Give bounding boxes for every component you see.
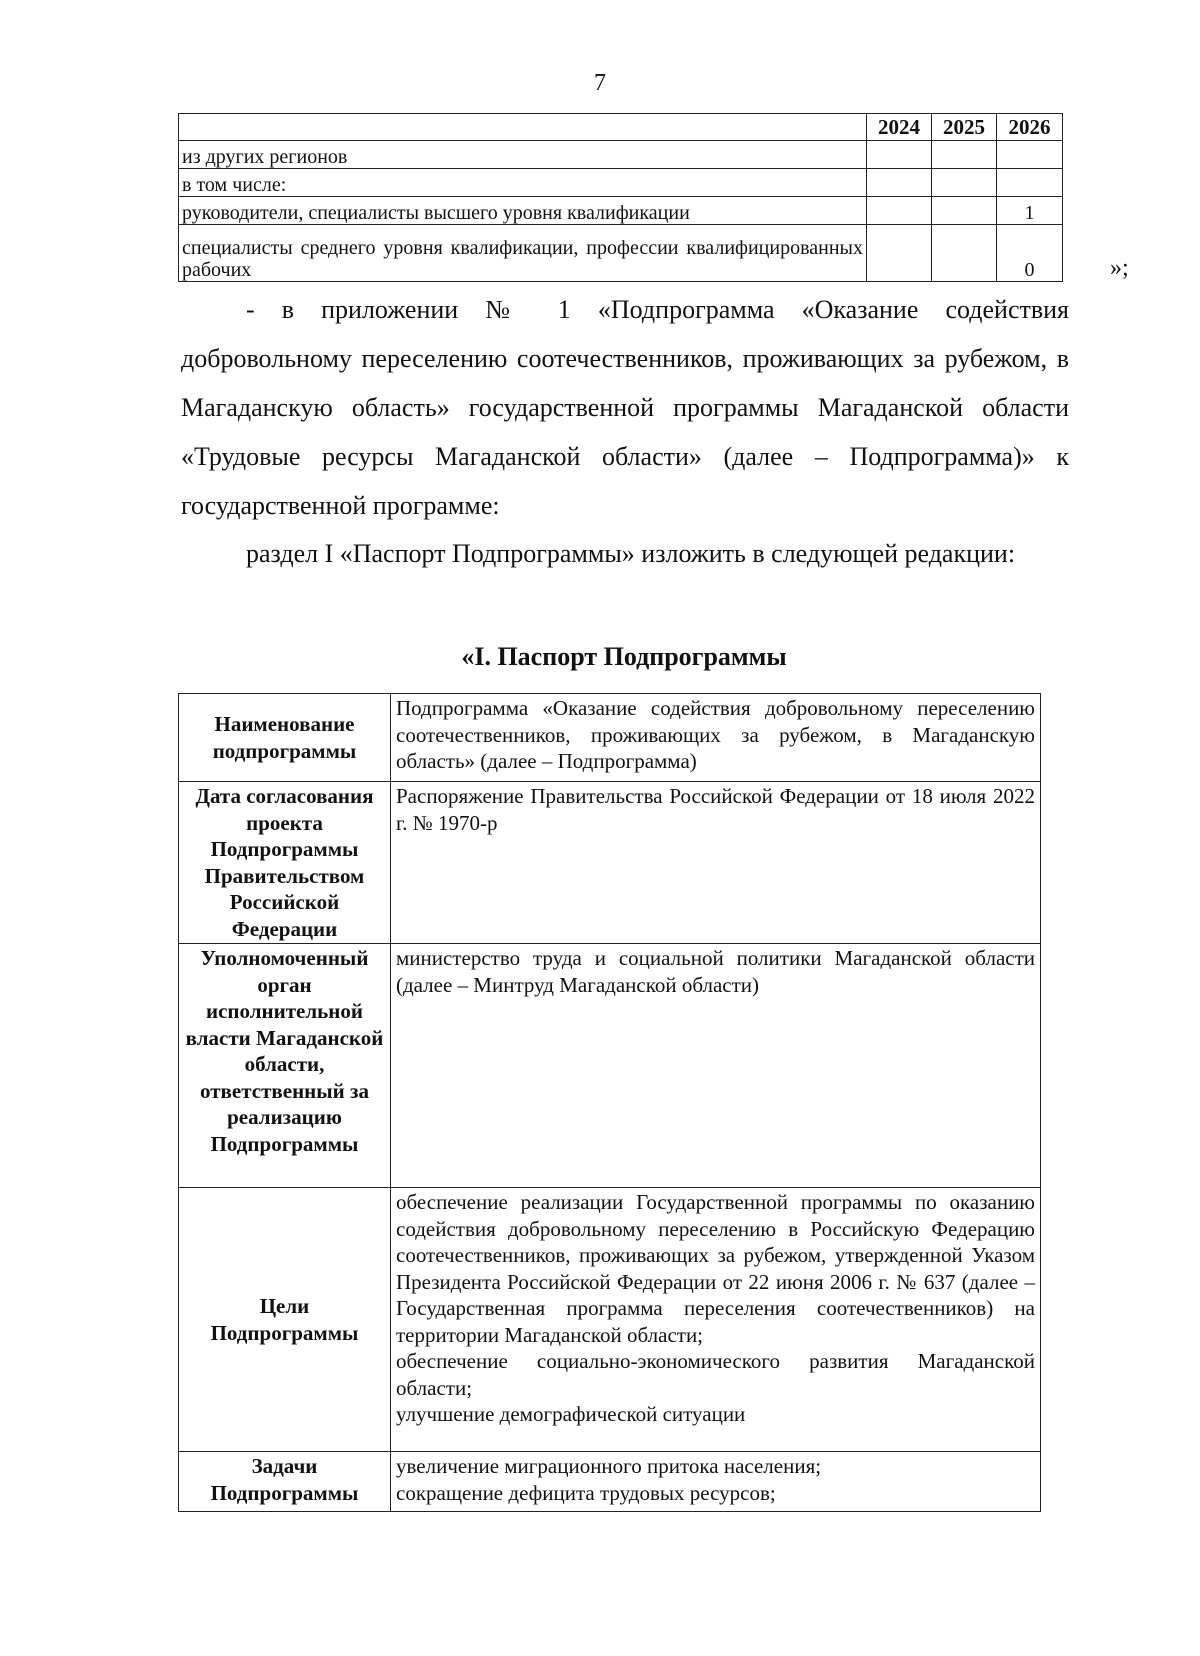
passport-row-goals (179, 1188, 1041, 1452)
row-value (867, 141, 932, 169)
table-row (179, 169, 1063, 197)
passport-label: Задачи Подпрограммы (179, 1452, 391, 1512)
table-row (179, 141, 1063, 169)
amendment-paragraph: - в приложении № 1 «Подпрограмма «Оказание содействия добровольному переселению соотечественников, проживающих за рубежом, в Магаданскую область» государственной программы Магаданской области «Трудовые ресурсы Магаданской области» (далее – Подпрограмма)» к государственной программе: (181, 295, 1069, 520)
year-header-2026: 2026 (997, 114, 1063, 141)
page-number: 7 (594, 70, 606, 96)
passport-value: Распоряжение Правительства Российской Федерации от 18 июля 2022 г. № 1970-р (391, 782, 1041, 944)
section-title: «I. Паспорт Подпрограммы (461, 642, 787, 671)
row-value: 1 (997, 197, 1063, 225)
passport-row-approval-date (179, 782, 1041, 944)
passport-label: Цели Подпрограммы (179, 1188, 391, 1452)
year-header-2025: 2025 (932, 114, 997, 141)
passport-value (391, 1188, 1041, 1452)
task-item: сокращение дефицита трудовых ресурсов; (396, 1480, 776, 1505)
row-label: в том числе: (179, 169, 867, 197)
passport-row-responsible-body (179, 944, 1041, 1188)
statistics-table (178, 113, 1063, 282)
instruction-paragraph: раздел I «Паспорт Подпрограммы» изложить в следующей редакции: (246, 539, 1016, 568)
task-item: увеличение миграционного притока населения; (396, 1454, 822, 1478)
row-value (867, 169, 932, 197)
passport-table (178, 693, 1041, 1512)
passport-label: Наименование подпрограммы (179, 694, 391, 782)
table-row (179, 197, 1063, 225)
row-value (932, 225, 997, 282)
row-value (867, 197, 932, 225)
row-value (997, 169, 1063, 197)
table-row (179, 225, 1063, 282)
header-empty-cell (179, 114, 867, 141)
passport-value: Подпрограмма «Оказание содействия добровольному переселению соотечественников, проживающих за рубежом, в Магаданскую область» (далее – Подпрограмма) (391, 694, 1041, 782)
passport-value: министерство труда и социальной политики Магаданской области (далее – Минтруд Магаданской области) (391, 944, 1041, 1188)
row-value (932, 197, 997, 225)
closing-quote-mark: »; (1110, 255, 1129, 281)
passport-label: Уполномоченный орган исполнительной власти Магаданской области, ответственный за реализацию Подпрограммы (179, 944, 391, 1188)
row-label: специалисты среднего уровня квалификации, профессии квалифицированных рабочих (179, 225, 867, 282)
goal-item: обеспечение социально-экономического развития Магаданской области; (396, 1349, 1035, 1400)
year-header-2024: 2024 (867, 114, 932, 141)
row-label: из других регионов (179, 141, 867, 169)
row-value (932, 169, 997, 197)
passport-row-name (179, 694, 1041, 782)
row-value: 0 (997, 225, 1063, 282)
row-value (867, 225, 932, 282)
row-value (997, 141, 1063, 169)
passport-label: Дата согласования проекта Подпрограммы Правительством Российской Федерации (179, 782, 391, 944)
row-label: руководители, специалисты высшего уровня квалификации (179, 197, 867, 225)
goal-item: улучшение демографической ситуации (396, 1402, 746, 1426)
passport-value (391, 1452, 1041, 1512)
table-header-row (179, 114, 1063, 141)
goal-item: обеспечение реализации Государственной программы по оказанию содействия добровольному переселению в Российскую Федерацию соотечественников, проживающих за рубежом, утвержденной Указом Президента Российской Федерации от 22 июня 2006 г. № 637 (далее – Государственная программа переселения соотечественников) на территории Магаданской области; (396, 1190, 1035, 1347)
passport-row-tasks (179, 1452, 1041, 1512)
row-value (932, 141, 997, 169)
